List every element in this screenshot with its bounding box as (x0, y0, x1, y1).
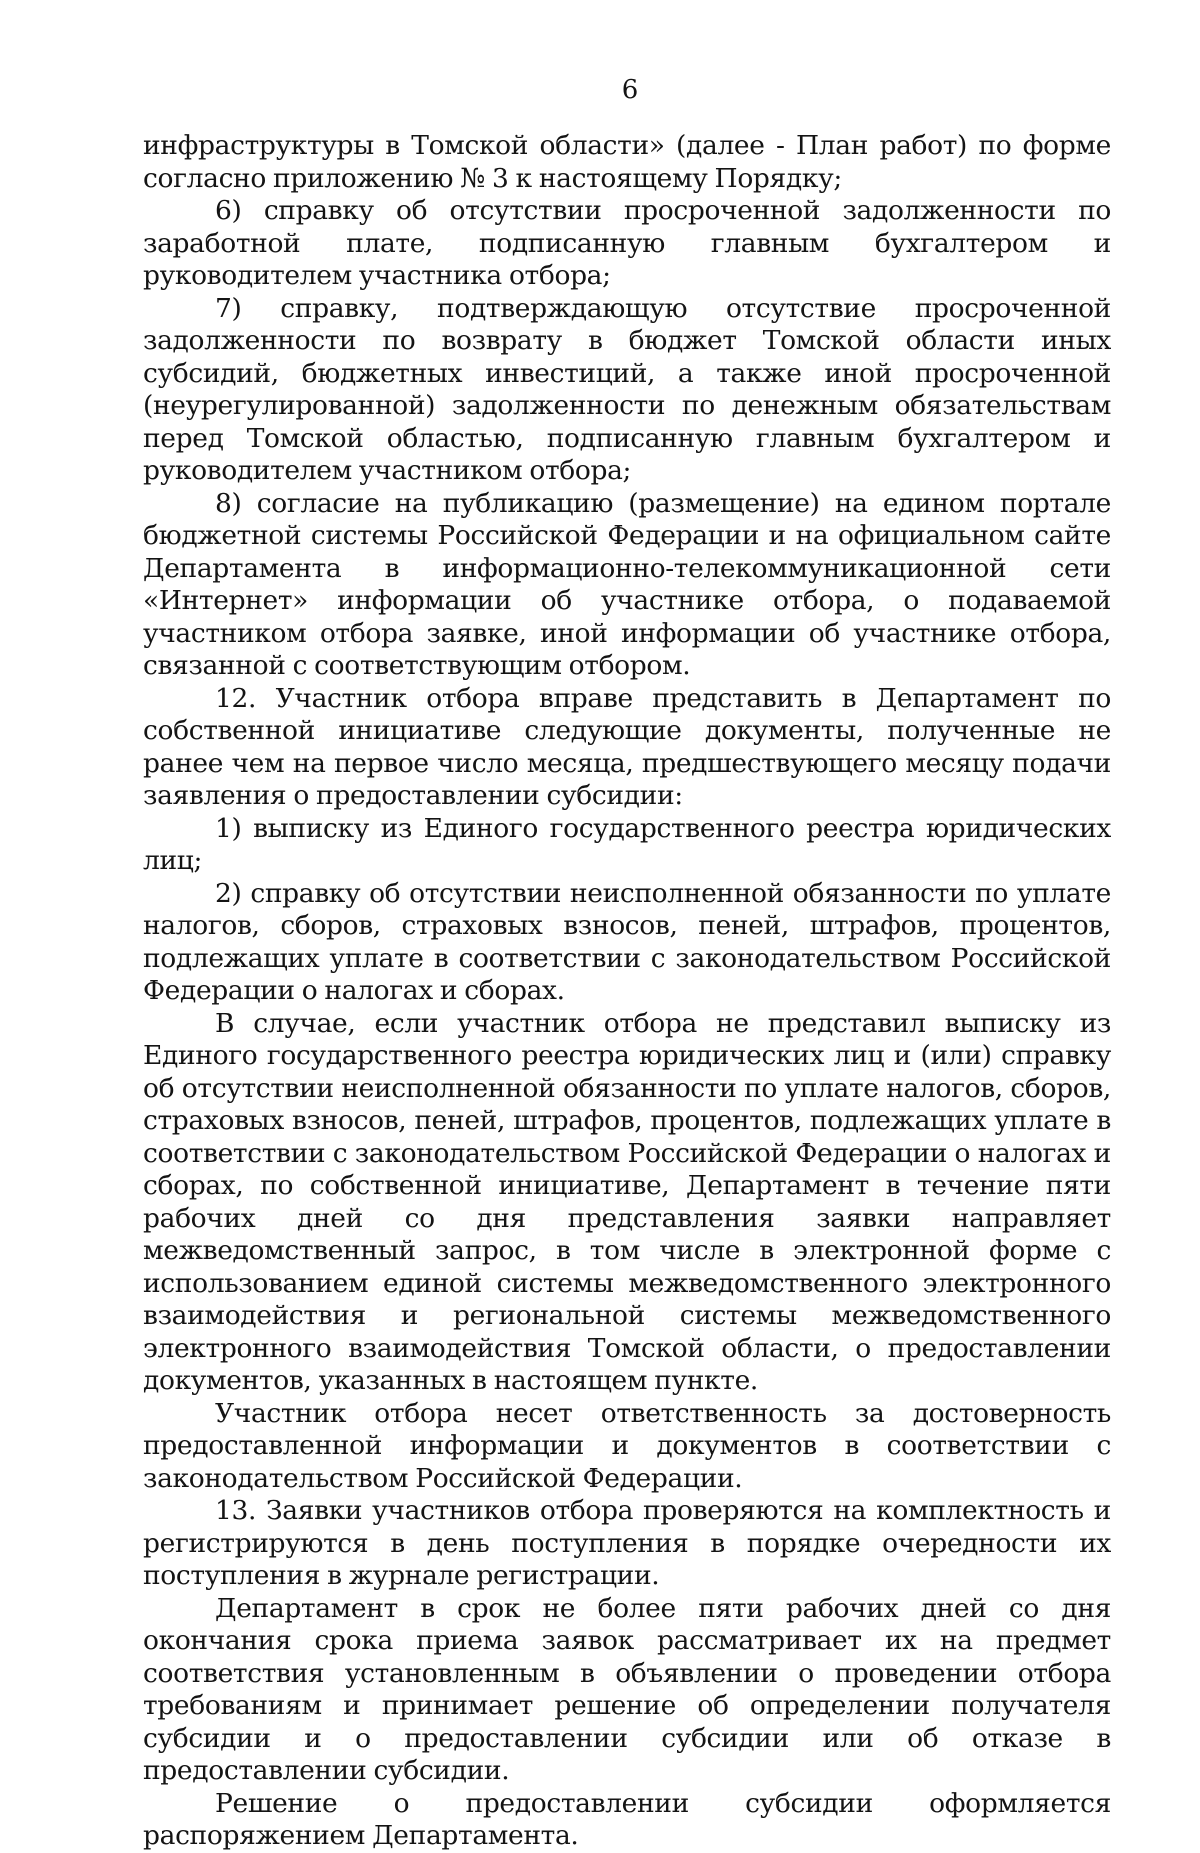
paragraph-decision: Решение о предоставлении субсидии оформляется распоряжением Департамента. (143, 1787, 1111, 1851)
paragraph-clause-12: 12. Участник отбора вправе представить в Департамент по собственной инициативе следующие документы, полученные не ранее чем на первое число месяца, предшествующего месяцу подачи заявления о предоставлении субсидии: (143, 682, 1111, 811)
paragraph-clause-12-item-2: 2) справку об отсутствии неисполненной обязанности по уплате налогов, сборов, страховых взносов, пеней, штрафов, процентов, подлежащих уплате в соответствии с законодательством Российской Федерации о налогах и сборах. (143, 877, 1111, 1006)
paragraph-review-period: Департамент в срок не более пяти рабочих дней со дня окончания срока приема заявок рассматривает их на предмет соответствия установленным в объявлении о проведении отбора требованиям и принимает решение об определении получателя субсидии и о предоставлении субсидии или об отказе в предоставлении субсидии. (143, 1592, 1111, 1786)
paragraph-clause-13: 13. Заявки участников отбора проверяются на комплектность и регистрируются в день поступления в порядке очередности их поступления в журнале регистрации. (143, 1495, 1111, 1591)
paragraph-continuation: инфраструктуры в Томской области» (далее - План работ) по форме согласно приложению № 3 к настоящему Порядку; (143, 130, 1111, 194)
paragraph-item-6: 6) справку об отсутствии просроченной задолженности по заработной плате, подписанную главным бухгалтером и руководителем участника отбора; (143, 195, 1111, 291)
paragraph-interagency-request: В случае, если участник отбора не представил выписку из Единого государственного реестра юридических лиц и (или) справку об отсутствии неисполненной обязанности по уплате налогов, сборов, страховых взносов, пеней, штрафов, процентов, подлежащих уплате в соответствии с законодательством Российской Федерации о налогах и сборах, по собственной инициативе, Департамент в течение пяти рабочих дней со дня представления заявки направляет межведомственный запрос, в том числе в электронной форме с использованием единой системы межведомственного электронного взаимодействия и региональной системы межведомственного электронного взаимодействия Томской области, о предоставлении документов, указанных в настоящем пункте. (143, 1007, 1111, 1396)
paragraph-responsibility: Участник отбора несет ответственность за достоверность предоставленной информации и документов в соответствии с законодательством Российской Федерации. (143, 1397, 1111, 1494)
paragraph-item-8: 8) согласие на публикацию (размещение) на едином портале бюджетной системы Российской Федерации и на официальном сайте Департамента в информационно-телекоммуникационной сети «Интернет» информации об участнике отбора, о подаваемой участником отбора заявке, иной информации об участнике отбора, связанной с соответствующим отбором. (143, 487, 1111, 681)
paragraph-clause-12-item-1: 1) выписку из Единого государственного реестра юридических лиц; (143, 812, 1111, 876)
document-body (143, 130, 1111, 1853)
paragraph-item-7: 7) справку, подтверждающую отсутствие просроченной задолженности по возврату в бюджет Томской области иных субсидий, бюджетных инвестиций, а также иной просроченной (неурегулированной) задолженности по денежным обязательствам перед Томской областью, подписанную главным бухгалтером и руководителем участником отбора; (143, 292, 1111, 486)
page-number: 6 (621, 75, 639, 105)
